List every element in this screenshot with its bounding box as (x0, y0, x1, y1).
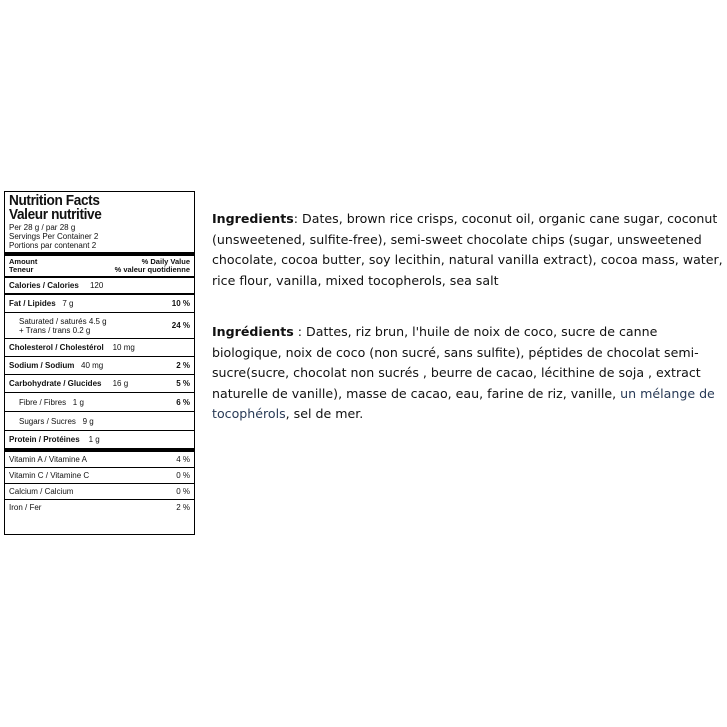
iron-dv: 2 % (176, 503, 190, 512)
servings-fr: Portions par contenant 2 (9, 241, 97, 250)
vitamin-a-row (5, 452, 194, 467)
nutrition-title-fr: Valeur nutritive (9, 207, 102, 223)
ingredients-text-fr-end: , sel de mer. (285, 406, 364, 421)
trans-label: + Trans / trans 0.2 g (19, 325, 91, 335)
servings-en: Servings Per Container 2 (9, 232, 99, 241)
amount-fr: Teneur (9, 265, 34, 274)
sugars-value: 9 g (82, 416, 94, 426)
protein-row (5, 431, 194, 448)
cholesterol-label: Cholesterol / Cholestérol (9, 343, 104, 352)
amount-en: Amount (9, 257, 38, 266)
ingredients-heading-fr: Ingrédients (212, 324, 294, 339)
sodium-row (5, 357, 194, 374)
calories-row (5, 278, 194, 293)
nutrition-facts-table (4, 191, 195, 535)
carbohydrate-label: Carbohydrate / Glucides (9, 379, 102, 388)
iron-row (5, 500, 194, 515)
vitamin-a-label: Vitamin A / Vitamine A (9, 455, 87, 464)
sodium-label: Sodium / Sodium (9, 361, 75, 370)
saturated-row (5, 313, 194, 338)
saturated-dv: 24 % (171, 321, 190, 330)
ingredients-english (212, 209, 724, 291)
iron-label: Iron / Fer (9, 503, 42, 512)
fibre-label: Fibre / Fibres (19, 397, 67, 407)
ingredients-text-fr: : Dattes, riz brun, l'huile de noix de coco, sucre de canne biologique, noix de coco (non sucré, sans sulfite), péptides de chocolat semi-sucre(sucre, chocolat non sucrés , beurre de cacao, lécithine de soja , extract naturelle de vanille), masse de cacao, eau, farine de riz, vanille, (212, 324, 701, 401)
ingredients-text-fr-blue-2: tocophérols (212, 406, 286, 421)
fat-dv: 10 % (171, 299, 190, 308)
cholesterol-value: 10 mg (112, 343, 135, 352)
carbohydrate-value: 16 g (112, 379, 129, 388)
calories-value: 120 (89, 281, 104, 290)
carbohydrate-row (5, 375, 194, 392)
cholesterol-row (5, 339, 194, 356)
vitamin-a-dv: 4 % (176, 455, 190, 464)
column-header (5, 256, 194, 276)
ingredients-text-fr-blue: un mélange de (620, 385, 715, 401)
calcium-dv: 0 % (176, 487, 190, 496)
nutrition-title-en: Nutrition Facts (9, 193, 100, 209)
sodium-value: 40 mg (81, 361, 104, 370)
fibre-value: 1 g (72, 397, 84, 407)
ingredients-heading-en: Ingredients (212, 211, 294, 226)
ingredients-french (212, 322, 724, 425)
daily-value-en: % Daily Value (141, 257, 190, 266)
ingredients-text-en: : Dates, brown rice crisps, coconut oil, organic cane sugar, coconut (unsweetened, sulfite-free), semi-sweet chocolate chips (sugar, unsweetened chocolate, cocoa butter, soy lecithin, natural vanilla extract), cocoa mass, water, rice flour, vanilla, mixed tocopherols, sea salt (212, 211, 723, 288)
daily-value-fr: % valeur quotidienne (114, 265, 190, 274)
sugars-label: Sugars / Sucres (19, 416, 76, 426)
serving-size: Per 28 g / par 28 g (9, 223, 76, 232)
fat-value: 7 g (62, 299, 74, 308)
fibre-dv: 6 % (176, 397, 190, 407)
calories-label: Calories / Calories (9, 281, 79, 290)
fat-label: Fat / Lipides (9, 299, 56, 308)
protein-value: 1 g (88, 435, 100, 444)
vitamin-c-row (5, 468, 194, 483)
vitamin-c-label: Vitamin C / Vitamine C (9, 471, 90, 480)
fat-row (5, 295, 194, 312)
sodium-dv: 2 % (176, 361, 190, 370)
protein-label: Protein / Protéines (9, 435, 80, 444)
nutrition-header (5, 192, 194, 250)
carbohydrate-dv: 5 % (176, 379, 190, 388)
calcium-row (5, 484, 194, 499)
sugars-row (5, 412, 194, 430)
calcium-label: Calcium / Calcium (9, 487, 74, 496)
saturated-label: Saturated / saturés 4.5 g (19, 316, 107, 326)
vitamin-c-dv: 0 % (176, 471, 190, 480)
fibre-row (5, 393, 194, 411)
